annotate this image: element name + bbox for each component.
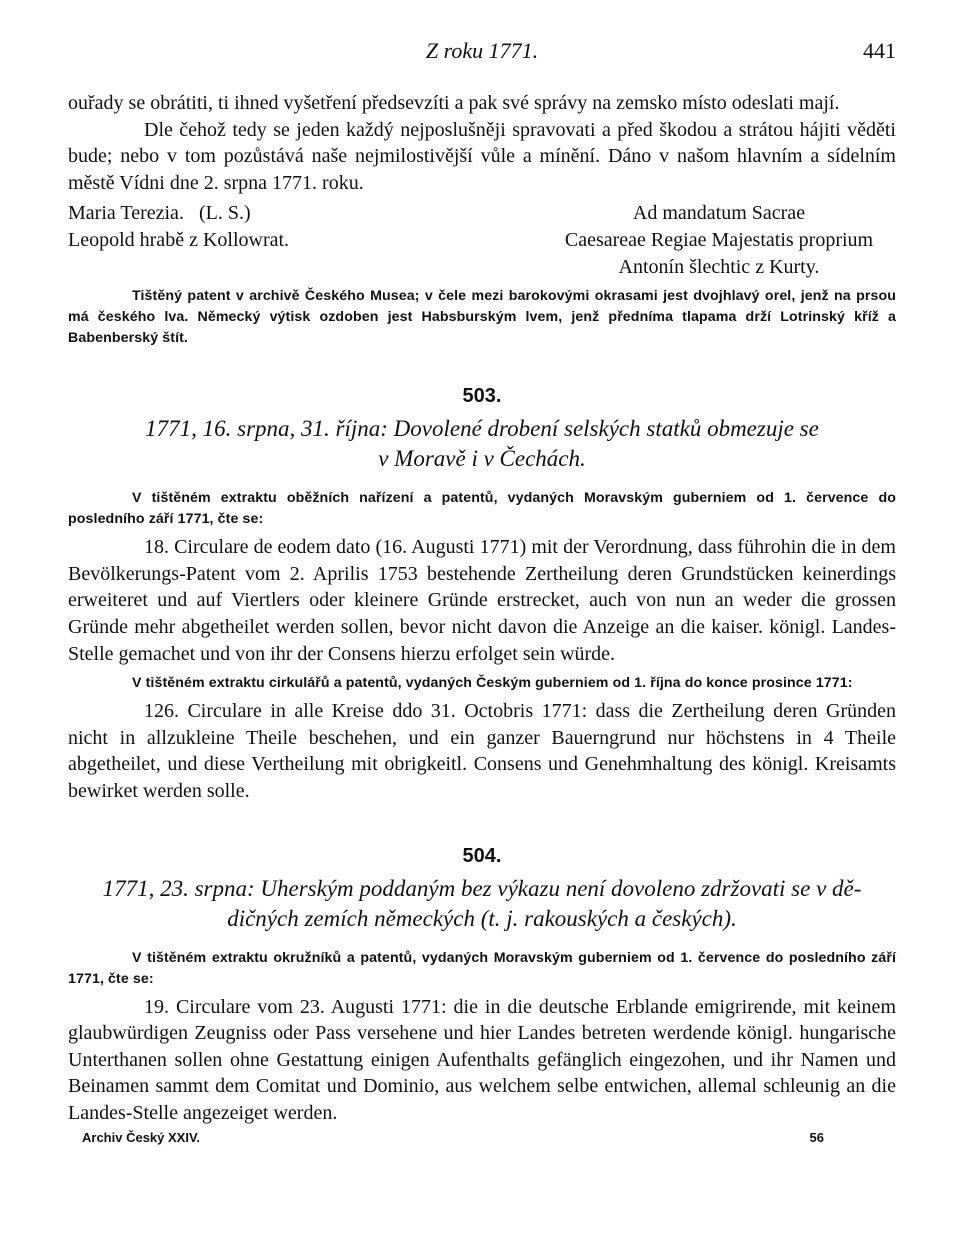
document-title-504 xyxy=(68,874,896,934)
signature-right-line-1: Ad mandatum Sacrae xyxy=(632,202,806,225)
signature-left xyxy=(68,200,482,280)
intro-section xyxy=(68,90,896,196)
text-503-1: 18. Circulare de eodem dato (16. Augusti 1771) mit der Verordnung, dass führohin die in dem Bevölkerungs-Patent vom 2. Aprilis 1753 bestehende Zertheilung deren Grundstücken keinerdings erweiteret und auf Viertlers oder kleinere Gründe erstrecket, auch von nun an weder die grossen Gründe mehr abgetheilet werden sollen, bevor nicht davon die Anzeige an die kaiser. königl. Landes-Stelle gemachet und von ihr der Consens hierzu erfolget sein würde. xyxy=(68,536,896,665)
intro-paragraph-1: ouřady se obrátiti, ti ihned vyšetření předsevzíti a pak své správy na zemsko místo odeslati mají. xyxy=(68,92,840,114)
document-number-503: 503. xyxy=(462,385,502,408)
note-patent: Tištěný patent v archivě Českého Musea; v čele mezi barokovými okrasami jest dvojhlavý orel, jenž na prsou má českého lva. Německý výtisk ozdoben jest Habsburským lvem, jenž předníma tlapama drží Lotrinský kříž a Babenberský štít. xyxy=(68,288,896,347)
document-title-504-line-1: 1771, 23. srpna: Uherským poddaným bez výkazu není dovoleno zdržovati se v dě- xyxy=(102,875,862,901)
signature-right xyxy=(482,200,896,280)
intro-paragraph-2: Dle čehož tedy se jeden každý nejposlušněji spravovati a před škodou a strátou hájiti věděti bude; nebo v tom pozůstává naše nejmilostivější vůle a mínění. Dáno v našom hlavním a sídelním městě Vídni dne 2. srpna 1771. roku. xyxy=(68,118,896,194)
document-number-504: 504. xyxy=(462,844,502,867)
text-503-2-section xyxy=(68,698,896,804)
document-title-503-line-1: 1771, 16. srpna, 31. října: Dovolené drobení selských statků obmezuje se xyxy=(145,416,819,442)
signature-left-line-2: Leopold hrabě z Kollowrat. xyxy=(68,228,290,251)
document-title-504-line-2: dičných zemích německých (t. j. rakouských a českých). xyxy=(227,905,737,931)
signature-right-line-3: Antonín šlechtic z Kurty. xyxy=(618,255,820,278)
note-504-1: V tištěném extraktu okružníků a patentů, vydaných Moravským guberniem od 1. července do posledního září 1771, čte se: xyxy=(68,949,896,987)
signature-right-line-2: Caesareae Regiae Majestatis proprium xyxy=(564,228,874,251)
running-head xyxy=(68,38,896,68)
footer-signature: Archiv Český XXIV. xyxy=(82,1130,201,1146)
text-504-1-section xyxy=(68,994,896,1127)
running-title: Z roku 1771. xyxy=(425,38,539,63)
note-503-1: V tištěném extraktu oběžních nařízení a patentů, vydaných Moravským guberniem od 1. července do posledního září 1771, čte se: xyxy=(68,490,896,528)
text-504-1: 19. Circulare vom 23. Augusti 1771: die in die deutsche Erblande emigrirende, mit keinem glaubwürdigen Zeugniss oder Pass versehene und hier Landes betreten werdende königl. hungarische Unterthanen sollen ohne Gestattung einigen Aufenthalts gefänglich eingezohen, und ihr Namen und Beinamen sammt dem Comitat und Dominio, aus welchem selbe entwichen, allemal schleunig an die Landes-Stelle angezeiget werden. xyxy=(68,995,896,1124)
signature-block xyxy=(68,200,896,280)
page-footer xyxy=(68,1130,896,1152)
text-503-1-section xyxy=(68,534,896,667)
page-number: 441 xyxy=(863,38,896,63)
text-503-2: 126. Circulare in alle Kreise ddo 31. Octobris 1771: dass die Zertheilung deren Gründen nicht in allzukleine Theile beschehen, und ein ganzer Bauerngrund nur höchstens in 4 Theile abgetheilet, und diese Vertheilung mit obrigkeitl. Consens und Genehmhaltung des königl. Kreisamts bewirket werden solle. xyxy=(68,700,896,802)
document-title-503-line-2: v Moravě i v Čechách. xyxy=(378,446,586,472)
signature-left-line-1: Maria Terezia. (L. S.) xyxy=(68,202,251,225)
note-503-2: V tištěném extraktu cirkulářů a patentů, vydaných Českým guberniem od 1. října do konce prosince 1771: xyxy=(132,675,853,692)
document-page xyxy=(68,38,896,1152)
document-title-503 xyxy=(68,414,896,474)
footer-sheet-number: 56 xyxy=(809,1130,824,1146)
